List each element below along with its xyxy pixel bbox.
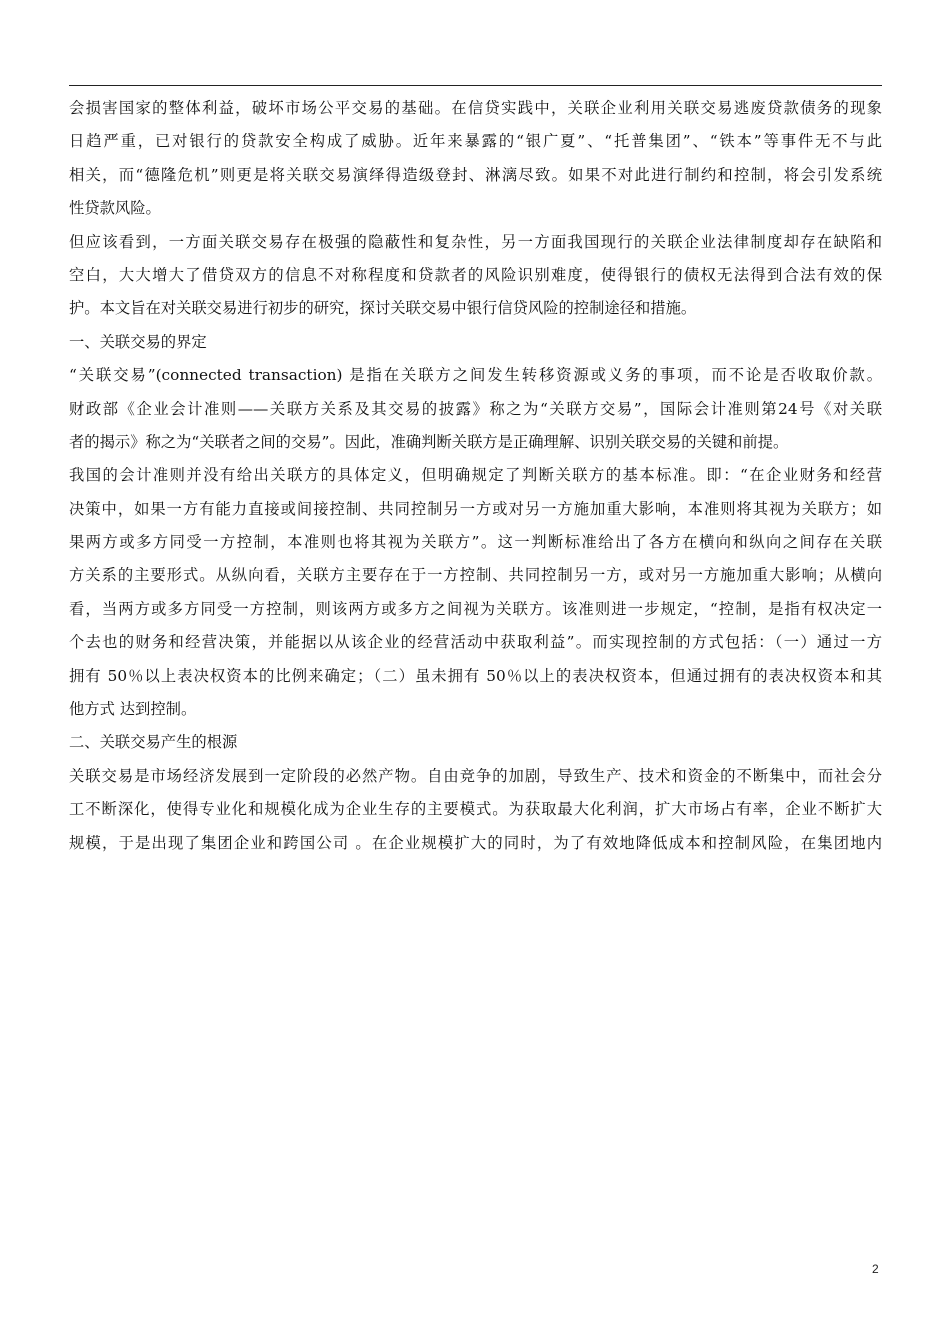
section-heading: 一、关联交易的界定 bbox=[69, 332, 207, 351]
text-line: 他方式 达到控制。 bbox=[69, 700, 197, 719]
text-line: 但应该看到，一方面关联交易存在极强的隐蔽性和复杂性，另一方面我国现行的关联企业法律制度却存在缺陷和 bbox=[69, 232, 882, 251]
text-line: 决策中，如果一方有能力直接或间接控制、共同控制另一方或对另一方施加重大影响，本准则将其视为关联方；如 bbox=[69, 499, 882, 518]
text-line: 看，当两方或多方同受一方控制，则该两方或多方之间视为关联方。该准则进一步规定，“控制，是指有权决定一 bbox=[69, 599, 882, 618]
text-line: 果两方或多方同受一方控制，本准则也将其视为关联方”。这一判断标准给出了各方在横向和纵向之间存在关联 bbox=[69, 533, 882, 552]
text-line: 者的揭示》称之为“关联者之间的交易”。因此，准确判断关联方是正确理解、识别关联交易的关键和前提。 bbox=[69, 432, 789, 451]
text-line: 个去也的财务和经营决策，并能据以从该企业的经营活动中获取利益”。而实现控制的方式包括：（一）通过一方 bbox=[69, 633, 882, 652]
text-line: 相关，而“德隆危机”则更是将关联交易演绎得造级登封、淋漓尽致。如果不对此进行制约和控制，将会引发系统 bbox=[69, 165, 882, 184]
document-body bbox=[69, 92, 882, 860]
text-line: 方关系的主要形式。从纵向看，关联方主要存在于一方控制、共同控制另一方，或对另一方施加重大影响；从横向 bbox=[69, 566, 882, 585]
header-rule bbox=[69, 85, 882, 86]
text-line: 关联交易是市场经济发展到一定阶段的必然产物。自由竞争的加剧，导致生产、技术和资金的不断集中，而社会分 bbox=[69, 766, 882, 785]
page-number: 2 bbox=[872, 1262, 879, 1276]
text-line: 性贷款风险。 bbox=[69, 199, 161, 218]
section-heading: 二、关联交易产生的根源 bbox=[69, 733, 238, 752]
text-line: 护。本文旨在对关联交易进行初步的研究，探讨关联交易中银行信贷风险的控制途径和措施。 bbox=[69, 299, 697, 318]
text-line: 财政部《企业会计准则——关联方关系及其交易的披露》称之为“关联方交易”，国际会计准则第24号《对关联 bbox=[69, 399, 882, 418]
text-line: 规模，于是出现了集团企业和跨国公司 。在企业规模扩大的同时，为了有效地降低成本和控制风险，在集团地内 bbox=[69, 833, 882, 852]
text-line: 我国的会计准则并没有给出关联方的具体定义，但明确规定了判断关联方的基本标准。即：“在企业财务和经营 bbox=[69, 466, 882, 485]
text-line: 拥有 50％以上表决权资本的比例来确定；（二）虽未拥有 50％以上的表决权资本，但通过拥有的表决权资本和其 bbox=[69, 666, 882, 685]
text-line: “关联交易”(connected transaction) 是指在关联方之间发生转移资源或义务的事项，而不论是否收取价款。 bbox=[69, 366, 882, 385]
text-line: 日趋严重，已对银行的贷款安全构成了威胁。近年来暴露的“银广夏”、“托普集团”、“铁本”等事件无不与此 bbox=[69, 132, 882, 151]
text-line: 空白，大大增大了借贷双方的信息不对称程度和贷款者的风险识别难度，使得银行的债权无法得到合法有效的保 bbox=[69, 265, 882, 284]
text-line: 会损害国家的整体利益，破坏市场公平交易的基础。在信贷实践中，关联企业利用关联交易逃废贷款债务的现象 bbox=[69, 99, 882, 117]
text-line: 工不断深化，使得专业化和规模化成为企业生存的主要模式。为获取最大化利润，扩大市场占有率，企业不断扩大 bbox=[69, 800, 882, 819]
